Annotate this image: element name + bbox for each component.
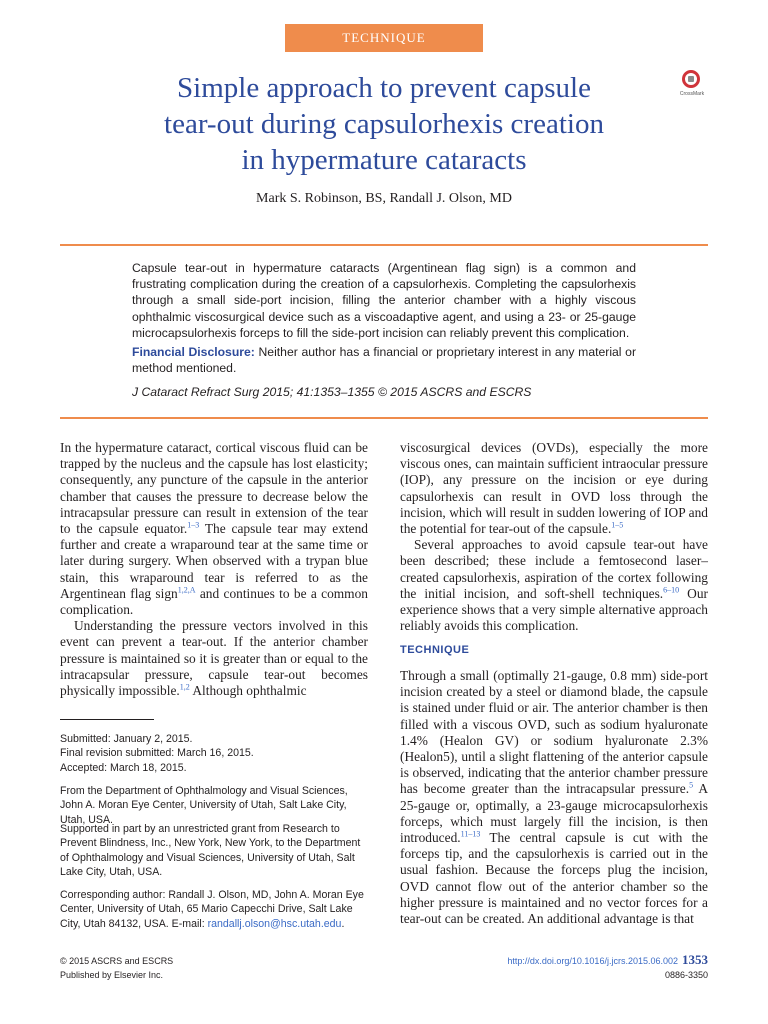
reference-link[interactable]: 11–13: [460, 829, 481, 839]
paragraph: Understanding the pressure vectors involved in this event can prevent a tear-out. If the anterior chamber pressure is maintained so it is greater than or equal to the intracapsular pressure, capsule tear-out becomes physically impossible.$^{1,2}$ Although ophthalmic: [60, 618, 368, 699]
right-column-technique: [400, 668, 708, 927]
title-line: tear-out during capsulorhexis creation: [164, 108, 604, 140]
title-line: in hypermature cataracts: [241, 144, 527, 176]
doi-link[interactable]: http://dx.doi.org/10.1016/j.jcrs.2015.06.002: [507, 956, 678, 966]
right-column-intro: [400, 440, 708, 634]
reference-link[interactable]: 5: [689, 780, 694, 790]
corresponding-author: Corresponding author: Randall J. Olson, MD, John A. Moran Eye Center, University of Utah, 65 Mario Capecchi Drive, Salt Lake City, Utah 84132, USA. E-mail: randallj.olson@hsc.utah.edu.: [60, 889, 364, 930]
abstract: Capsule tear-out in hypermature cataracts (Argentinean flag sign) is a common and frustrating complication during the creation of a capsulorhexis. Completing the capsulorhexis through a small side-port incision, filling the anterior chamber with a highly viscous ophthalmic viscosurgical device such as a viscoadaptive agent, and using a 23- or 25-gauge microcapsulorhexis forceps to fill the side-port incision can reliably prevent this complication.: [132, 261, 636, 340]
support-note: Supported in part by an unrestricted grant from Research to Prevent Blindness, Inc., New York, New York, to the Department of Ophthalmology and Visual Sciences, University of Utah, Salt Lake City, Utah, USA.: [60, 823, 361, 879]
submission-dates: [60, 732, 368, 775]
reference-link[interactable]: 1,2: [179, 682, 190, 692]
paragraph: viscosurgical devices (OVDs), especially the more viscous ones, can maintain sufficient intraocular pressure (IOP), any pressure on the incision or eye during capsulorhexis can result in OVD loss through the incision, which will result in sudden lowering of IOP and the potential for tear-out of the capsule.$^{1-5}$: [400, 440, 708, 537]
footer-left: [60, 954, 173, 982]
left-column: [60, 440, 368, 699]
crossmark-label: CrossMark: [679, 91, 705, 97]
disclosure-label: Financial Disclosure:: [132, 345, 255, 359]
title-line: Simple approach to prevent capsule: [177, 72, 591, 104]
abstract-bottom-rule: [60, 417, 708, 419]
issn: 0886-3350: [664, 970, 708, 980]
affiliation-note: From the Department of Ophthalmology and Visual Sciences, John A. Moran Eye Center, University of Utah, Salt Lake City, Utah, USA.: [60, 785, 348, 826]
publisher: Published by Elsevier Inc.: [60, 970, 164, 980]
accepted-date: Accepted: March 18, 2015.: [60, 761, 187, 774]
reference-link[interactable]: 1–5: [611, 520, 624, 530]
section-heading: TECHNIQUE: [400, 644, 470, 656]
footnote-rule: [60, 719, 154, 720]
financial-disclosure: [132, 344, 636, 376]
abstract-top-rule: [60, 244, 708, 246]
article-title: [60, 70, 708, 178]
revision-date: Final revision submitted: March 16, 2015.: [60, 747, 254, 760]
footer-right: [470, 953, 708, 982]
journal-citation: J Cataract Refract Surg 2015; 41:1353–1355 © 2015 ASCRS and ESCRS: [132, 385, 532, 399]
reference-link[interactable]: 1,2,A: [177, 585, 196, 595]
paragraph: Through a small (optimally 21-gauge, 0.8 mm) side-port incision created by a steel or diamond blade, the capsule is stained under fluid or air. The anterior chamber is then filled with a viscous OVD, such as sodium hyaluronate 1.4% (Healon GV) or sodium hyaluronate 2.3% (Healon5), until a slight flattening of the anterior capsule is observed, indicating that the anterior chamber pressure has become greater than the intracapsular pressure.$^5$ A 25-gauge or, optimally, a 23-gauge microcapsulorhexis forceps, which must largely fill the incision, is then introduced.$^{11-13}$ The central capsule is cut with the forceps tip, and the capsulorhexis is carried out in the usual fashion. Because the forceps plug the incision, OVD cannot flow out of the anterior chamber so the higher pressure is maintained and no vector forces for a tear-out can be created. An additional advantage is that: [400, 668, 708, 927]
copyright: © 2015 ASCRS and ESCRS: [60, 956, 174, 966]
disclosure-text: Neither author has a financial or proprietary interest in any material or method mentioned.: [132, 345, 637, 376]
authors: Mark S. Robinson, BS, Randall J. Olson, MD: [256, 191, 512, 206]
page-number: 1353: [682, 952, 708, 967]
reference-link[interactable]: 1–3: [187, 520, 200, 530]
reference-link[interactable]: 6–10: [663, 585, 680, 595]
paragraph: In the hypermature cataract, cortical viscous fluid can be trapped by the nucleus and the capsule has lost elasticity; consequently, any puncture of the capsule in the anterior chamber that causes the pressure to decrease below the intracapsular pressure can result in extension of the tear to the capsule equator.$^{1-3}$ The capsule tear may extend further and create a wraparound tear at the same time or later during surgery. When observed with a trypan blue stain, this wraparound tear is referred to as the Argentinean flag sign$^{1,2,A}$ and continues to be a common complication.: [60, 440, 369, 618]
paragraph: Several approaches to avoid capsule tear-out have been described; these include a femtosecond laser–created capsulorhexis, aspiration of the cortex following the initial incision, and soft-shell techniques.$^{6-10}$ Our experience shows that a very simple alternative approach reliably avoids this complication.: [400, 537, 708, 634]
email-link[interactable]: randallj.olson@hsc.utah.edu: [207, 917, 342, 930]
submitted-date: Submitted: January 2, 2015.: [60, 733, 193, 745]
section-tab: TECHNIQUE: [285, 24, 483, 52]
